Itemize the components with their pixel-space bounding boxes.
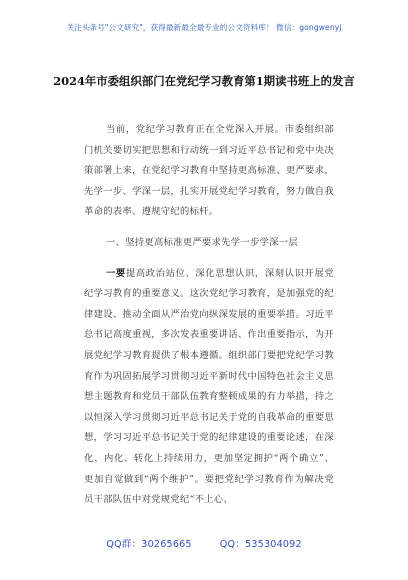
paragraph-text: 提高政治站位、深化思想认识，深刻认识开展党纪学习教育的重要意义。这次党纪学习教育，是加强党的纪律建设、推动全面从严治党向纵深发展的重要举措。习近平总书记高度重视，多次发表重要讲话、作出重要指示，为开展党纪学习教育提供了根本遵循。组织部门要把党纪学习教育作为巩固拓展学习贯彻习近平新时代中国特色社会主义思想主题教育和党员干部队伍教育整顿成果的有力举措，持之以恒深入学习贯彻习近平总书记关于党的自我革命的重要思想，学习习近平总书记关于党的纪律建设的重要论述，在深化、内化、转化上持续用力，更加坚定拥护“两个确立”、更加自觉做到“两个维护”。要把党纪学习教育作为解决党员干部队伍中对党规党纪“不上心、 bbox=[84, 267, 334, 506]
body-paragraph bbox=[84, 264, 334, 511]
footer-contact bbox=[0, 536, 408, 550]
footer-qq-number: QQ：535304092 bbox=[219, 539, 302, 550]
intro-paragraph: 当前，党纪学习教育正在全党深入开展。市委组织部门机关要切实把思想和行动统一到习近平总书记和党中央决策部署上来，在党纪学习教育中坚持更高标准、更严要求，先学一步、学深一层，扎实开展党纪学习教育，努力做自我革命的表率、遵规守纪的标杆。 bbox=[84, 124, 334, 218]
header-banner: 关注头条号"公文研究"，获得最新最全最专业的公文资料库！ 微信：gongwenyj bbox=[66, 23, 342, 32]
document-body bbox=[84, 120, 334, 511]
paragraph-lead: 一要 bbox=[106, 267, 126, 279]
document-title: 2024年市委组织部门在党纪学习教育第1期读书班上的发言 bbox=[53, 74, 355, 88]
footer-qq-group: QQ群：30265665 bbox=[106, 539, 192, 550]
section-heading: 一、坚持更高标准更严要求先学一步学深一层 bbox=[106, 236, 298, 248]
